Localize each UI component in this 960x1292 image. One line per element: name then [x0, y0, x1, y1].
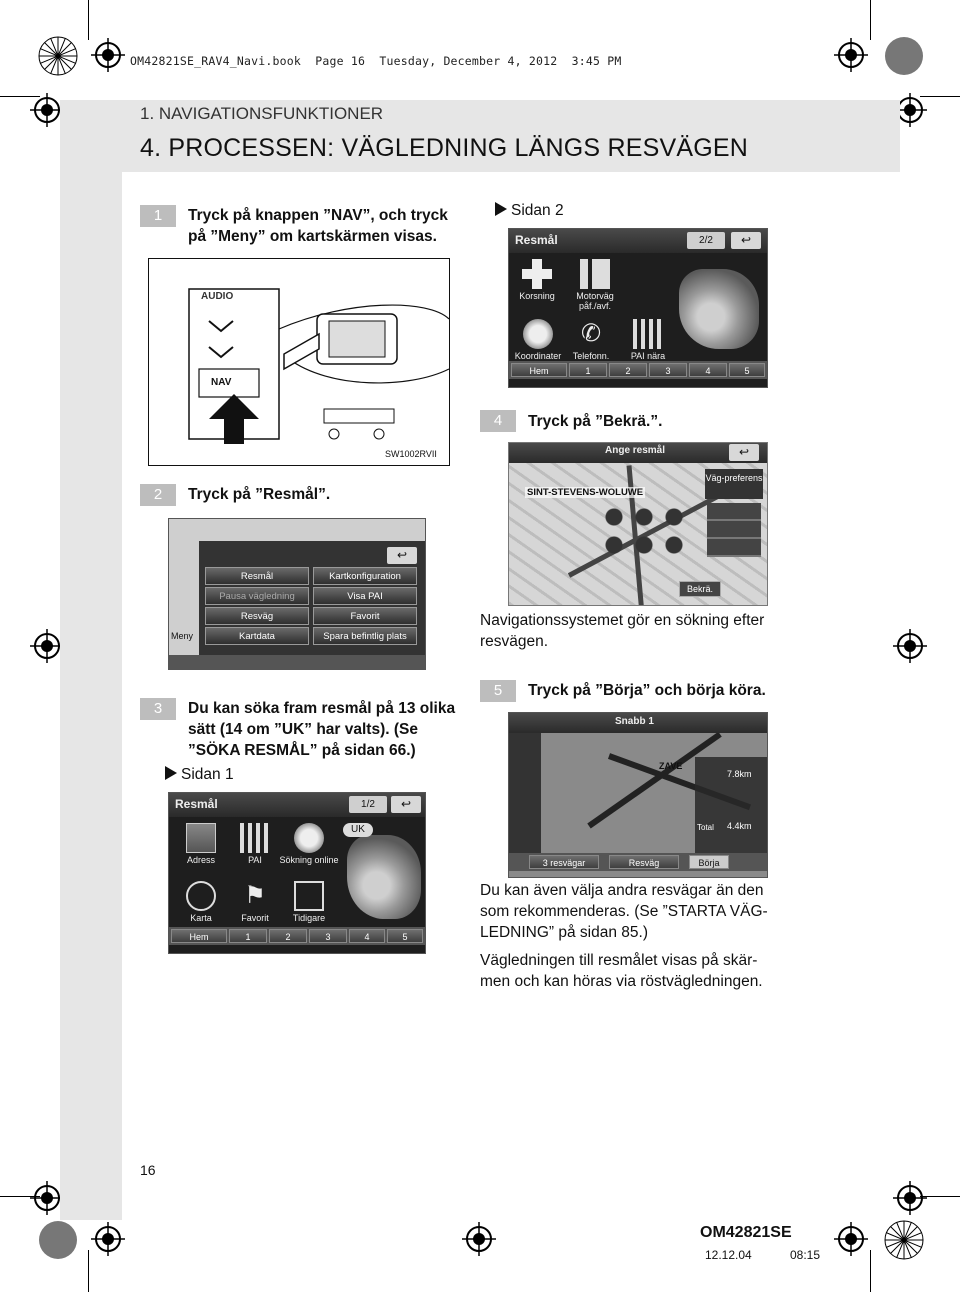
page-indicator [495, 202, 564, 220]
tile-label: Karta [190, 913, 212, 923]
guidance-text [480, 950, 810, 992]
menu-kartdata-button[interactable]: Kartdata [205, 627, 309, 645]
tab-4[interactable]: 4 [349, 929, 385, 943]
text-line: som rekommenderas. (Se ”STARTA VÄG- [480, 903, 768, 920]
book-header: OM42821SE_RAV4_Navi.book Page 16 Tuesday, December 4, 2012 3:45 PM [130, 54, 622, 68]
searching-text: Navigationssystemet gör en sökning efter resvägen. [480, 612, 765, 650]
registration-mark-icon [462, 1222, 496, 1256]
start-button[interactable]: Börja [689, 855, 729, 869]
play-triangle-icon [165, 766, 177, 780]
screen-titlebar [509, 229, 767, 253]
preference-icons [707, 503, 761, 557]
menu-visa-pai-button[interactable]: Visa PAI [313, 587, 417, 605]
gray-circle-icon [38, 1220, 78, 1260]
tab-1[interactable]: 1 [229, 929, 267, 943]
tab-2[interactable]: 2 [269, 929, 307, 943]
crop-mark [870, 0, 871, 40]
step-3-line: Du kan söka fram resmål på 13 olika [188, 700, 456, 717]
tab-4[interactable]: 4 [689, 363, 727, 377]
step-number: 3 [140, 698, 176, 720]
tile-label: Motorväg påf./avf. [576, 291, 614, 311]
menu-side-button[interactable]: Meny [171, 631, 194, 641]
screen-title: Resmål [175, 797, 218, 811]
footer-date: 12.12.04 [705, 1248, 752, 1262]
menu-favorit-button[interactable]: Favorit [313, 607, 417, 625]
section-title: 4. PROCESSEN: VÄGLEDNING LÄNGS RESVÄGEN [140, 134, 748, 162]
registration-mark-icon [834, 1222, 868, 1256]
step-3-line: sätt (14 om ”UK” har valts). (Se [188, 721, 418, 738]
europe-map-icon [347, 835, 421, 919]
tile-pai[interactable] [231, 821, 279, 879]
tile-label: PAI nära [630, 351, 666, 361]
text-line: Du kan även välja andra resvägar än den [480, 882, 764, 899]
step-1-line: Tryck på knappen ”NAV”, och tryck [188, 207, 448, 224]
footer-code: OM42821SE [700, 1224, 792, 1241]
tile-motorvag[interactable] [567, 257, 623, 315]
step-number: 4 [480, 410, 516, 432]
crop-mark [88, 0, 89, 40]
page-indicator [165, 766, 234, 784]
tile-label: Adress [186, 855, 215, 865]
color-wheel-icon [38, 36, 78, 76]
color-wheel-icon [884, 1220, 924, 1260]
cross-icon [522, 259, 552, 289]
menu-resmal-button[interactable]: Resmål [205, 567, 309, 585]
text-line: LEDNING” på sidan 85.) [480, 924, 648, 941]
highway-icon [580, 259, 610, 289]
tab-hem[interactable]: Hem [171, 929, 227, 943]
page-toggle-button[interactable]: 2/2 [687, 232, 725, 249]
route-preference-button[interactable]: Väg-preferens [705, 469, 763, 499]
registration-mark-icon [893, 1181, 927, 1215]
tile-label: Telefonn. [572, 351, 610, 361]
step-2-text: Tryck på ”Resmål”. [188, 486, 331, 503]
tile-label: Koordinater [514, 351, 562, 361]
step-4-text: Tryck på ”Bekrä.”. [528, 413, 663, 430]
chapter-title: 1. NAVIGATIONSFUNKTIONER [140, 104, 384, 123]
building-icon [240, 823, 270, 853]
back-button[interactable]: ↩ [731, 232, 761, 249]
tab-hem[interactable]: Hem [511, 363, 567, 377]
registration-mark-icon [893, 629, 927, 663]
crop-mark [88, 1250, 89, 1292]
registration-mark-icon [30, 1181, 64, 1215]
direction-arrows [599, 503, 689, 559]
footer-time: 08:15 [790, 1248, 821, 1262]
text-line: Vägledningen till resmålet visas på skär- [480, 952, 758, 969]
total-label: Total [697, 823, 714, 832]
back-button[interactable]: ↩ [387, 547, 417, 564]
tile-label: Korsning [519, 291, 555, 301]
building-icon [633, 319, 663, 349]
gray-circle-icon [884, 36, 924, 76]
address-book-icon [186, 823, 216, 853]
text-line: men och kan höras via röstvägledningen. [480, 973, 763, 990]
step-1-text [188, 205, 488, 247]
phone-icon: ✆ [580, 320, 602, 347]
crop-mark [870, 1250, 871, 1292]
tile-label: Tidigare [292, 913, 326, 923]
confirm-destination-screen [508, 442, 768, 606]
menu-kartkonfiguration-button[interactable]: Kartkonfiguration [313, 567, 417, 585]
step-3-line: ”SÖKA RESMÅL” på sidan 66.) [188, 742, 416, 759]
route-side-panel [509, 733, 541, 857]
illustration-code: SW1002RVII [385, 449, 437, 459]
step-number: 2 [140, 484, 176, 506]
screen-titlebar [509, 443, 767, 463]
car-dashboard-illustration [148, 258, 450, 466]
tile-sokning-online[interactable] [279, 821, 339, 879]
tile-label: PAI [248, 855, 262, 865]
registration-mark-icon [91, 1222, 125, 1256]
step-number: 5 [480, 680, 516, 702]
registration-mark-icon [91, 38, 125, 72]
page-toggle-button[interactable]: 1/2 [349, 796, 387, 813]
registration-mark-icon [30, 93, 64, 127]
side-band [60, 130, 122, 1220]
dashboard-drawing [149, 259, 449, 465]
globe-icon [294, 823, 324, 853]
route-button[interactable]: Resväg [609, 855, 679, 869]
tab-bar [509, 361, 767, 379]
audio-label: AUDIO [201, 291, 234, 302]
tab-1[interactable]: 1 [569, 363, 607, 377]
destination-screen-page-1 [168, 792, 426, 954]
europe-map-icon [679, 269, 759, 349]
tile-label: Favorit [241, 913, 269, 923]
step-5-text: Tryck på ”Börja” och börja köra. [528, 682, 766, 699]
place-label: SINT-STEVENS-WOLUWE [527, 487, 644, 498]
step-number: 1 [140, 205, 176, 227]
play-triangle-icon [495, 202, 507, 216]
tab-bar [509, 853, 767, 871]
screen-title: Ange resmål [605, 445, 666, 456]
page-number: 16 [140, 1162, 156, 1178]
tab-2[interactable]: 2 [609, 363, 647, 377]
back-button[interactable]: ↩ [729, 444, 759, 461]
tile-korsning[interactable] [513, 257, 561, 315]
distance-2: 4.4km [727, 821, 752, 831]
step-3-text [188, 698, 488, 761]
distance-1: 7.8km [727, 769, 752, 779]
confirm-button[interactable]: Bekrä. [679, 581, 721, 597]
tab-3[interactable]: 3 [649, 363, 687, 377]
tab-3[interactable]: 3 [309, 929, 347, 943]
nav-button[interactable]: NAV [211, 377, 232, 388]
compass-icon [186, 881, 216, 911]
place-label: ZAVE [659, 761, 683, 771]
tab-bar [169, 927, 425, 945]
globe-icon [523, 319, 553, 349]
tab-5[interactable]: 5 [387, 929, 423, 943]
page-indicator-text: Sidan 2 [511, 202, 564, 219]
page-indicator-text: Sidan 1 [181, 766, 234, 783]
tab-5[interactable]: 5 [729, 363, 765, 377]
registration-mark-icon [834, 38, 868, 72]
screen-titlebar [509, 713, 767, 733]
flag-icon: ⚑ [244, 882, 266, 909]
registration-mark-icon [30, 629, 64, 663]
alt-routes-button[interactable]: 3 resvägar [529, 855, 599, 869]
route-screen [508, 712, 768, 878]
menu-resvag-button[interactable]: Resväg [205, 607, 309, 625]
history-icon [294, 881, 324, 911]
tile-label: Sökning online [279, 855, 339, 865]
menu-spara-button[interactable]: Spara befintlig plats [313, 627, 417, 645]
uk-button[interactable]: UK [343, 823, 373, 837]
menu-screen [168, 518, 426, 670]
step-1-line: på ”Meny” om kartskärmen visas. [188, 228, 437, 245]
destination-screen-page-2 [508, 228, 768, 388]
tile-adress[interactable] [177, 821, 225, 879]
menu-bottom-bar [169, 655, 425, 669]
screen-title: Resmål [515, 233, 558, 247]
back-button[interactable]: ↩ [391, 796, 421, 813]
screen-titlebar [169, 793, 425, 817]
screen-title: Snabb 1 [615, 716, 654, 727]
other-routes-text [480, 880, 810, 943]
menu-pausa-button[interactable]: Pausa vägledning [205, 587, 309, 605]
